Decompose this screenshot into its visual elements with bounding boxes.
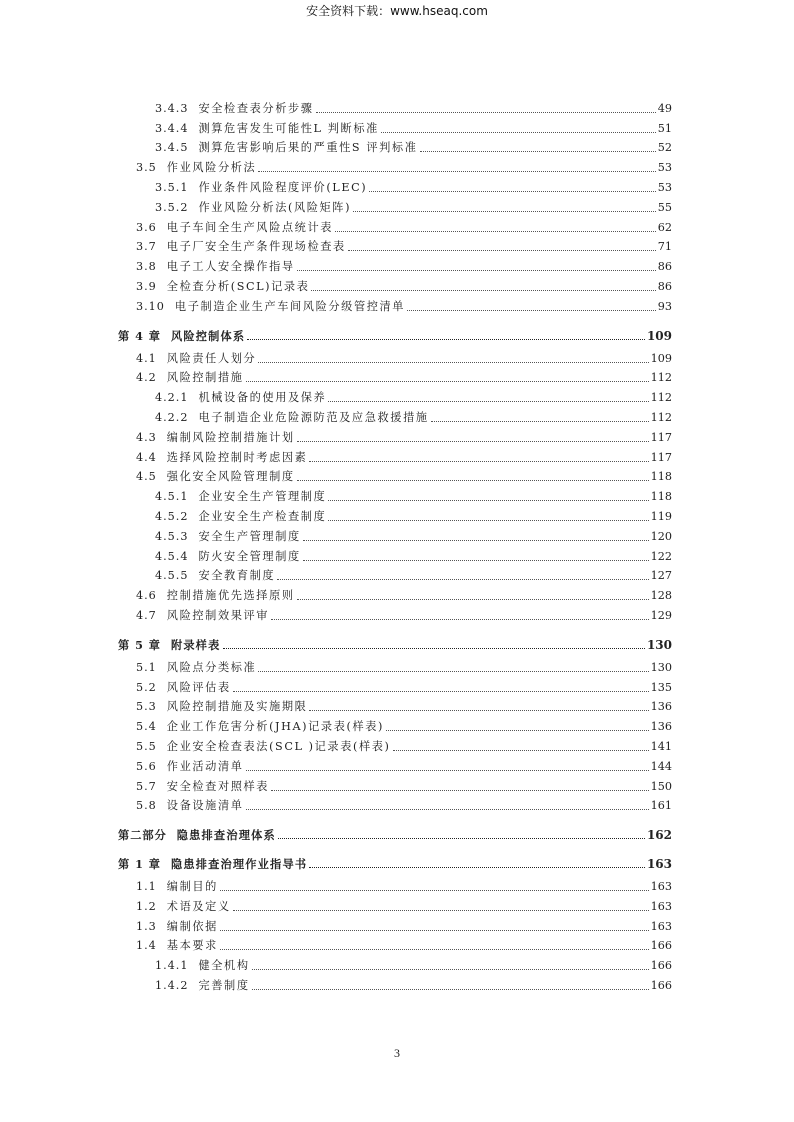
toc-entry-title: 风险控制体系 [170, 328, 246, 343]
toc-entry-number: 第 1 章 [118, 857, 161, 872]
dot-leader [246, 809, 649, 810]
toc-entry-number: 5.2 [136, 680, 157, 694]
toc-entry[interactable] [118, 973, 672, 993]
toc-entry-title: 隐患排查治理体系 [176, 828, 276, 843]
toc-entry-page: 163 [650, 899, 672, 913]
toc-entry-title: 安全检查对照样表 [166, 779, 270, 793]
toc-entry-title: 术语及定义 [166, 899, 231, 913]
dot-leader [328, 500, 648, 501]
toc-entry[interactable] [118, 655, 672, 675]
toc-entry-number: 1.4 [136, 939, 157, 953]
toc-entry-number: 5.7 [136, 779, 157, 793]
toc-entry-page: 53 [657, 180, 672, 194]
dot-leader [309, 461, 648, 462]
dot-leader [258, 171, 655, 172]
dot-leader [220, 890, 649, 891]
toc-entry-page: 130 [650, 660, 672, 674]
toc-entry-number: 4.5 [136, 470, 157, 484]
toc-entry-page: 117 [650, 430, 672, 444]
dot-leader [348, 250, 656, 251]
toc-entry-page: 112 [650, 391, 672, 405]
toc-entry-number: 4.5.1 [155, 490, 189, 504]
toc-entry-title: 电子制造企业危险源防范及应急救援措施 [198, 410, 429, 424]
toc-entry-title: 风险责任人划分 [166, 351, 257, 365]
dot-leader [220, 949, 649, 950]
dot-leader [328, 520, 648, 521]
toc-entry-title: 安全生产管理制度 [198, 529, 301, 543]
toc-entry-title: 编制目的 [166, 880, 218, 894]
toc-entry-number: 4.2.1 [155, 391, 189, 405]
page-number: 3 [394, 1046, 400, 1060]
toc-entry-page: 51 [657, 121, 672, 135]
toc-entry-number: 1.1 [136, 880, 157, 894]
toc-entry-number: 5.3 [136, 700, 157, 714]
toc-chapter-entry[interactable] [118, 626, 672, 652]
toc-entry-page: 136 [650, 720, 672, 734]
dot-leader [393, 750, 649, 751]
toc-entry-page: 144 [650, 759, 672, 773]
toc-entry-page: 166 [650, 959, 672, 973]
toc-entry-page: 118 [650, 470, 672, 484]
toc-entry-number: 3.6 [136, 220, 157, 234]
toc-entry-number: 1.4.2 [155, 979, 189, 993]
toc-entry-page: 136 [650, 700, 672, 714]
dot-leader [278, 838, 645, 839]
toc-entry-title: 作业风险分析法(风险矩阵) [198, 200, 352, 214]
toc-entry-title: 编制风险控制措施计划 [166, 430, 295, 444]
toc-entry-title: 基本要求 [166, 939, 218, 953]
toc-entry[interactable] [118, 524, 672, 544]
dot-leader [353, 211, 656, 212]
toc-entry-number: 1.4.1 [155, 959, 189, 973]
dot-leader [316, 112, 656, 113]
toc-entry-page: 163 [650, 919, 672, 933]
toc-entry-number: 4.5.3 [155, 529, 189, 543]
toc-entry-title: 强化安全风险管理制度 [166, 470, 295, 484]
toc-entry-page: 163 [650, 880, 672, 894]
toc-entry[interactable] [118, 894, 672, 914]
toc-entry-page: 166 [650, 979, 672, 993]
toc-entry-page: 150 [650, 779, 672, 793]
toc-entry-title: 电子厂安全生产条件现场检查表 [166, 240, 346, 254]
dot-leader [303, 540, 649, 541]
toc-entry-title: 风险控制措施及实施期限 [166, 700, 308, 714]
toc-entry-title: 风险控制效果评审 [166, 608, 270, 622]
dot-leader [252, 989, 649, 990]
toc-entry[interactable] [118, 914, 672, 934]
dot-leader [369, 191, 656, 192]
toc-entry-number: 第二部分 [118, 828, 167, 843]
toc-entry[interactable] [118, 714, 672, 734]
toc-entry-page: 109 [646, 328, 672, 343]
dot-leader [407, 310, 656, 311]
toc-entry[interactable] [118, 195, 672, 215]
dot-leader [247, 339, 645, 340]
toc-entry[interactable] [118, 504, 672, 524]
toc-entry-title: 控制措施优先选择原则 [166, 589, 295, 603]
toc-entry[interactable] [118, 136, 672, 156]
toc-entry-number: 3.4.5 [155, 141, 189, 155]
toc-entry-page: 49 [657, 101, 672, 115]
toc-entry-title: 完善制度 [198, 979, 250, 993]
toc-entry-number: 3.5.2 [155, 200, 189, 214]
toc-entry[interactable] [118, 794, 672, 814]
toc-entry-number: 4.2 [136, 371, 157, 385]
toc-entry-title: 隐患排查治理作业指导书 [170, 857, 308, 872]
toc-entry[interactable] [118, 274, 672, 294]
toc-entry-title: 选择风险控制时考虑因素 [166, 450, 308, 464]
toc-entry-title: 风险控制措施 [166, 371, 244, 385]
toc-entry-number: 1.3 [136, 919, 157, 933]
toc-entry-number: 3.9 [136, 279, 157, 293]
toc-entry[interactable] [118, 235, 672, 255]
dot-leader [271, 790, 649, 791]
toc-entry-page: 129 [650, 608, 672, 622]
dot-leader [381, 132, 656, 133]
toc-entry-title: 健全机构 [198, 959, 250, 973]
toc-entry-number: 3.8 [136, 260, 157, 274]
toc-entry-number: 5.6 [136, 759, 157, 773]
dot-leader [277, 579, 648, 580]
toc-entry-number: 3.5.1 [155, 180, 189, 194]
toc-entry-number: 1.2 [136, 899, 157, 913]
dot-leader [386, 730, 649, 731]
toc-entry-page: 130 [646, 637, 672, 652]
toc-entry-page: 119 [650, 509, 672, 523]
toc-entry-title: 企业工作危害分析(JHA)记录表(样表) [166, 720, 385, 734]
toc-entry[interactable] [118, 695, 672, 715]
toc-entry-page: 161 [650, 799, 672, 813]
toc-entry-number: 4.6 [136, 589, 157, 603]
toc-entry-number: 4.4 [136, 450, 157, 464]
dot-leader [309, 867, 645, 868]
toc-entry-title: 安全检查表分析步骤 [198, 101, 314, 115]
toc-entry-page: 122 [650, 549, 672, 563]
toc-entry-title: 机械设备的使用及保养 [198, 391, 327, 405]
toc-chapter-entry[interactable] [118, 317, 672, 343]
dot-leader [297, 599, 649, 600]
toc-entry-number: 5.8 [136, 799, 157, 813]
toc-entry[interactable] [118, 603, 672, 623]
dot-leader [431, 421, 649, 422]
dot-leader [297, 441, 649, 442]
toc-entry[interactable] [118, 175, 672, 195]
toc-entry[interactable] [118, 675, 672, 695]
toc-entry-page: 86 [657, 260, 672, 274]
dot-leader [258, 671, 648, 672]
toc-entry[interactable] [118, 465, 672, 485]
toc-entry[interactable] [118, 583, 672, 603]
toc-entry-title: 作业条件风险程度评价(LEC) [198, 180, 368, 194]
toc-entry-page: 53 [657, 161, 672, 175]
toc-entry[interactable] [118, 953, 672, 973]
toc-entry-title: 作业风险分析法 [166, 161, 257, 175]
toc-entry[interactable] [118, 215, 672, 235]
toc-entry[interactable] [118, 425, 672, 445]
toc-entry-page: 112 [650, 410, 672, 424]
toc-entry-page: 128 [650, 589, 672, 603]
toc-entry-page: 86 [657, 279, 672, 293]
toc-entry-number: 3.4.3 [155, 101, 189, 115]
dot-leader [297, 480, 649, 481]
toc-chapter-entry[interactable] [118, 845, 672, 871]
dot-leader [220, 930, 649, 931]
toc-entry-page: 127 [650, 569, 672, 583]
toc-entry-page: 162 [646, 828, 672, 843]
toc-entry-title: 电子工人安全操作指导 [166, 260, 295, 274]
toc-entry[interactable] [118, 754, 672, 774]
toc-entry-title: 安全教育制度 [198, 569, 276, 583]
toc-entry-page: 109 [650, 351, 672, 365]
toc-entry-number: 3.4.4 [155, 121, 189, 135]
toc-entry-number: 5.4 [136, 720, 157, 734]
dot-leader [297, 270, 656, 271]
toc-entry-title: 风险点分类标准 [166, 660, 257, 674]
toc-entry-number: 4.2.2 [155, 410, 189, 424]
toc-entry[interactable] [118, 774, 672, 794]
toc-entry-title: 风险评估表 [166, 680, 231, 694]
toc-entry-page: 52 [657, 141, 672, 155]
dot-leader [223, 648, 645, 649]
toc-entry-title: 测算危害影响后果的严重性S 评判标准 [198, 141, 418, 155]
toc-entry[interactable] [118, 544, 672, 564]
toc-entry-page: 166 [650, 939, 672, 953]
toc-entry-title: 设备设施清单 [166, 799, 244, 813]
toc-entry[interactable] [118, 405, 672, 425]
toc-entry-page: 112 [650, 371, 672, 385]
toc-entry-page: 62 [657, 220, 672, 234]
dot-leader [246, 770, 649, 771]
dot-leader [258, 362, 648, 363]
toc-entry-page: 117 [650, 450, 672, 464]
toc-chapter-entry[interactable] [118, 816, 672, 842]
dot-leader [233, 910, 649, 911]
toc-entry[interactable] [118, 445, 672, 465]
dot-leader [420, 151, 656, 152]
toc-entry[interactable] [118, 96, 672, 116]
toc-entry-number: 3.7 [136, 240, 157, 254]
toc-entry[interactable] [118, 874, 672, 894]
toc-entry-title: 企业安全生产检查制度 [198, 509, 327, 523]
toc-entry-page: 141 [650, 739, 672, 753]
toc-entry[interactable] [118, 484, 672, 504]
toc-entry-title: 电子制造企业生产车间风险分级管控清单 [174, 299, 406, 313]
toc-entry[interactable] [118, 116, 672, 136]
toc-entry[interactable] [118, 564, 672, 584]
toc-entry-number: 4.5.4 [155, 549, 189, 563]
toc-entry-page: 118 [650, 490, 672, 504]
dot-leader [246, 381, 649, 382]
toc-entry[interactable] [118, 366, 672, 386]
toc-entry-page: 120 [650, 529, 672, 543]
toc-entry-page: 55 [657, 200, 672, 214]
toc-entry[interactable] [118, 734, 672, 754]
toc-entry[interactable] [118, 155, 672, 175]
toc-entry-number: 4.5.5 [155, 569, 189, 583]
dot-leader [252, 969, 649, 970]
toc-entry-title: 测算危害发生可能性L 判断标准 [198, 121, 379, 135]
toc-entry-title: 电子车间全生产风险点统计表 [166, 220, 334, 234]
toc-entry-number: 3.5 [136, 161, 157, 175]
table-of-contents [118, 96, 672, 993]
toc-entry-number: 3.10 [136, 299, 165, 313]
toc-entry[interactable] [118, 346, 672, 366]
toc-entry-number: 第 4 章 [118, 328, 161, 343]
toc-entry-number: 4.3 [136, 430, 157, 444]
toc-entry-title: 企业安全生产管理制度 [198, 490, 327, 504]
toc-entry-page: 71 [657, 240, 672, 254]
dot-leader [328, 401, 648, 402]
toc-entry-title: 作业活动清单 [166, 759, 244, 773]
dot-leader [335, 231, 656, 232]
dot-leader [311, 290, 655, 291]
toc-entry-title: 编制依据 [166, 919, 218, 933]
toc-entry[interactable] [118, 294, 672, 314]
toc-entry-number: 4.5.2 [155, 509, 189, 523]
toc-entry-page: 163 [646, 857, 672, 872]
toc-entry-title: 附录样表 [170, 637, 221, 652]
toc-entry-title: 防火安全管理制度 [198, 549, 301, 563]
toc-entry-number: 第 5 章 [118, 637, 161, 652]
dot-leader [233, 691, 649, 692]
dot-leader [271, 619, 649, 620]
toc-entry-number: 5.1 [136, 660, 157, 674]
toc-entry[interactable] [118, 385, 672, 405]
toc-entry-title: 全检查分析(SCL)记录表 [166, 279, 310, 293]
toc-entry-number: 5.5 [136, 739, 157, 753]
toc-entry-number: 4.7 [136, 608, 157, 622]
toc-entry-number: 4.1 [136, 351, 157, 365]
toc-entry[interactable] [118, 934, 672, 954]
toc-entry-title: 企业安全检查表法(SCL )记录表(样表) [166, 739, 391, 753]
toc-entry[interactable] [118, 254, 672, 274]
dot-leader [309, 710, 648, 711]
page-header: 安全资料下载：www.hseaq.com [306, 4, 488, 18]
toc-entry-page: 135 [650, 680, 672, 694]
dot-leader [303, 560, 649, 561]
toc-entry-page: 93 [657, 299, 672, 313]
